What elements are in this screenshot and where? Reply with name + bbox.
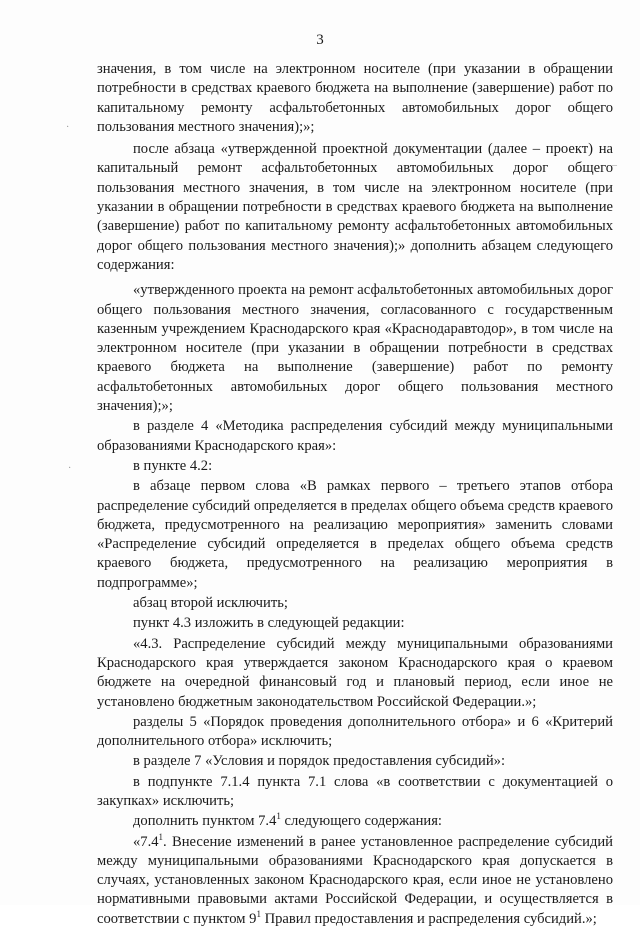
document-body [97, 60, 613, 929]
paragraph: «утвержденного проекта на ремонт асфальтобетонных автомобильных дорог общего пользования местного значения, согласованного с государственным казенным учреждением Краснодарского края «Краснодаравтодор», в том числе на электронном носителе (при указании в обращении потребности в средствах краевого бюджета на выполнение (завершение) работ по ремонту асфальтобетонных автомобильных дорог общего пользования местного значения);»; [97, 282, 613, 415]
paragraph [97, 812, 613, 831]
scan-mark: · [68, 463, 72, 474]
paragraph [97, 833, 613, 929]
paragraph-text: . Внесение изменений в ранее установленное распределение субсидий между муниципальными образованиями Краснодарского края допускается в случаях, установленных законом Краснодарского края, если иное не установлено нормативными правовыми актами Российской Федерации, и осуществляется в соответствии с пунктом 9 [97, 833, 613, 927]
scan-mark: – [612, 160, 617, 171]
page-number: 3 [316, 32, 324, 48]
paragraph-text: следующего содержания: [280, 813, 442, 830]
paragraph: «4.3. Распределение субсидий между муниципальными образованиями Краснодарского края утверждается законом Краснодарского края о краевом бюджете на очередной финансовый год и плановый период, если иное не установлено бюджетным законодательством Российской Федерации.»; [97, 635, 613, 710]
paragraph-text: дополнить пунктом 7.4 [133, 813, 277, 830]
superscript: 1 [158, 831, 164, 842]
paragraph: в разделе 4 «Методика распределения субсидий между муниципальными образованиями Краснодарского края»: [97, 418, 613, 454]
paragraph-text: Правил предоставления и распределения субсидий.»; [260, 910, 597, 927]
paragraph: в абзаце первом слова «В рамках первого – третьего этапов отбора распределение субсидий определяется в пределах общего объема средств краевого бюджета, предусмотренного на реализацию мероприятия» заменить словами «Распределение субсидий определяется в пределах общего объема средств краевого бюджета, предусмотренного на реализацию мероприятия в подпрограмме»; [97, 478, 613, 591]
paragraph-text: «7.4 [133, 833, 159, 850]
superscript: 1 [256, 908, 261, 919]
paragraph: пункт 4.3 изложить в следующей редакции: [133, 615, 405, 632]
paragraph: значения, в том числе на электронном носителе (при указании в обращении потребности в средствах краевого бюджета на выполнение (завершение) работ по капитальному ремонту асфальтобетонных автомобильных дорог общего пользования местного значения);»; [97, 61, 613, 135]
paragraph: в разделе 7 «Условия и порядок предоставления субсидий»: [133, 753, 506, 770]
paragraph: после абзаца «утвержденной проектной документации (далее – проект) на капитальный ремонт асфальтобетонных автомобильных дорог общего пользования местного значения, в том числе на электронном носителе (при указании в обращении потребности в средствах краевого бюджета на выполнение (завершение) работ по капитальному ремонту асфальтобетонных автомобильных дорог общего пользования местного значения);» дополнить абзацем следующего содержания: [97, 141, 613, 273]
scan-mark: · [66, 122, 70, 133]
superscript: 1 [276, 811, 281, 822]
paragraph: в подпункте 7.1.4 пункта 7.1 слова «в соответствии с документацией о закупках» исключить; [97, 773, 613, 809]
paragraph: разделы 5 «Порядок проведения дополнительного отбора» и 6 «Критерий дополнительного отбора» исключить; [97, 713, 613, 750]
paragraph: в пункте 4.2: [133, 457, 213, 474]
paragraph: абзац второй исключить; [133, 595, 288, 612]
